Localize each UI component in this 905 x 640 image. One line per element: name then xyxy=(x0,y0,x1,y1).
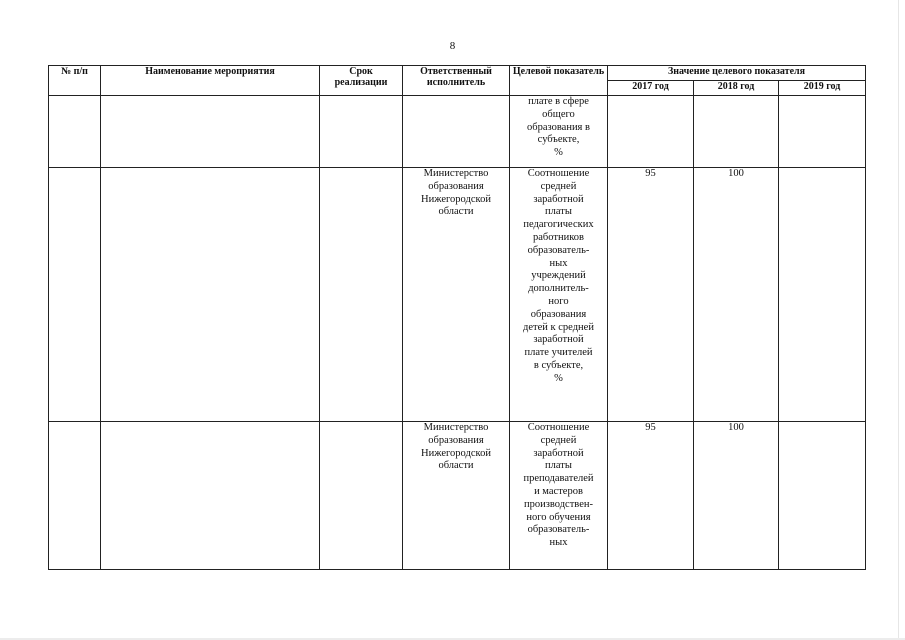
header-year-2019: 2019 год xyxy=(779,81,866,96)
cell-2018: 100 xyxy=(694,422,779,570)
header-name: Наименование мероприятия xyxy=(101,66,320,96)
cell-2019 xyxy=(779,168,866,422)
cell-responsible xyxy=(403,96,510,168)
table-row xyxy=(49,96,866,168)
page-number: 8 xyxy=(449,40,456,52)
header-indicator: Целевой показатель xyxy=(510,66,608,96)
cell-2019 xyxy=(779,96,866,168)
header-num: № п/п xyxy=(49,66,101,96)
cell-indicator: Соотношение средней заработной платы педагогических работников образователь- ных учреждений дополнитель- ного образования детей к средней заработной плате учителей в субъекте, % xyxy=(510,168,608,422)
header-year-2017: 2017 год xyxy=(608,81,694,96)
cell-responsible: Министерство образования Нижегородской области xyxy=(403,422,510,570)
cell-indicator: плате в сфере общего образования в субъекте, % xyxy=(510,96,608,168)
cell-num xyxy=(49,96,101,168)
cell-term xyxy=(320,168,403,422)
header-year-2018: 2018 год xyxy=(694,81,779,96)
cell-2017: 95 xyxy=(608,422,694,570)
cell-term xyxy=(320,96,403,168)
header-term: Срок реализации xyxy=(320,66,403,96)
cell-num xyxy=(49,422,101,570)
cell-name xyxy=(101,168,320,422)
cell-2017: 95 xyxy=(608,168,694,422)
indicator-table xyxy=(48,65,866,570)
table-row xyxy=(49,422,866,570)
cell-name xyxy=(101,422,320,570)
header-responsible: Ответственный исполнитель xyxy=(403,66,510,96)
table-row xyxy=(49,168,866,422)
cell-name xyxy=(101,96,320,168)
header-value-group: Значение целевого показателя xyxy=(608,66,866,81)
cell-2019 xyxy=(779,422,866,570)
cell-2018 xyxy=(694,96,779,168)
cell-num xyxy=(49,168,101,422)
cell-responsible: Министерство образования Нижегородской области xyxy=(403,168,510,422)
cell-term xyxy=(320,422,403,570)
cell-2017 xyxy=(608,96,694,168)
cell-indicator: Соотношение средней заработной платы преподавателей и мастеров производствен- ного обучения образователь- ных xyxy=(510,422,608,570)
header-row xyxy=(49,66,866,81)
cell-2018: 100 xyxy=(694,168,779,422)
scan-edge-line xyxy=(898,0,899,640)
